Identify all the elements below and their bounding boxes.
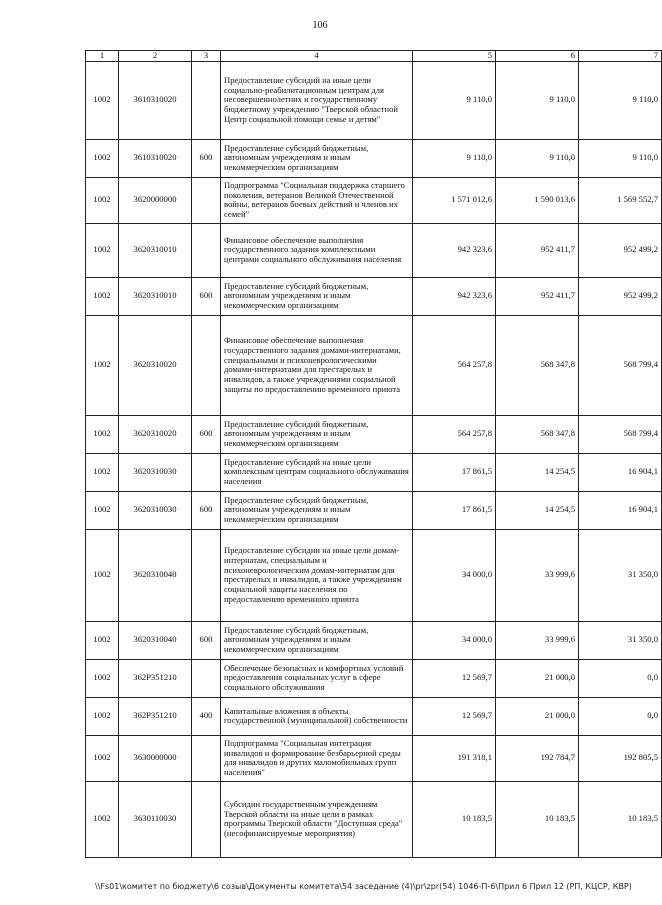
item-name-cell: Подпрограмма "Социальная поддержка старшего поколения, ветеранов Великой Отечественной войны, ветеранов боевых действий и членов их семей" [221,177,413,223]
section-cell: 1002 [86,735,119,781]
target-code-cell: 3620310040 [119,621,192,659]
amount-year2-cell: 9 110,0 [496,61,579,139]
section-cell: 1002 [86,491,119,529]
header-cell: 6 [496,51,579,62]
item-name-cell: Предоставление субсидий на иные цели комплексным центрам социального обслуживания населения [221,453,413,491]
expense-type-cell [192,61,221,139]
target-code-cell: 3620310010 [119,223,192,277]
target-code-cell: 3610310020 [119,61,192,139]
table-header-row [86,51,662,62]
expense-type-cell [192,781,221,857]
target-code-cell: 3620310020 [119,415,192,453]
amount-year2-cell: 14 254,5 [496,453,579,491]
target-code-cell: 3620310030 [119,453,192,491]
expense-type-cell [192,223,221,277]
table-row [86,277,662,315]
amount-year3-cell: 31 350,0 [579,529,662,621]
item-name-cell: Капитальные вложения в объекты государственной (муниципальной) собственности [221,697,413,735]
item-name-cell: Субсидии государственным учреждениям Тверской области на иные цели в рамках программы Тверской области "Доступная среда" (несофинансируемые мероприятия) [221,781,413,857]
table-row [86,735,662,781]
budget-table [85,50,662,858]
footer-file-path: \\Fs01\комитет по бюджету\6 созыв\Документы комитета\54 заседание (4)\pr\zpr(54) 1046-П-6\Прил 6 Прил 12 (РП, КЦСР, КВР) [95,882,632,891]
item-name-cell: Финансовое обеспечение выполнения государственного задания комплексными центрами социального обслуживания населения [221,223,413,277]
item-name-cell: Обеспечение безопасных и комфортных условий предоставления социальных услуг в сфере социального обслуживания [221,659,413,697]
section-cell: 1002 [86,277,119,315]
amount-year1-cell: 191 318,1 [413,735,496,781]
expense-type-cell: 600 [192,139,221,177]
amount-year1-cell: 564 257,8 [413,315,496,415]
expense-type-cell: 600 [192,415,221,453]
amount-year2-cell: 952 411,7 [496,223,579,277]
section-cell: 1002 [86,529,119,621]
item-name-cell: Предоставление субсидий бюджетным, автономным учреждениям и иным некоммерческим организациям [221,621,413,659]
table-row [86,315,662,415]
amount-year1-cell: 9 110,0 [413,61,496,139]
amount-year2-cell: 568 347,8 [496,415,579,453]
table-row [86,529,662,621]
amount-year3-cell: 952 499,2 [579,277,662,315]
amount-year3-cell: 0,0 [579,659,662,697]
expense-type-cell: 400 [192,697,221,735]
amount-year2-cell: 10 183,5 [496,781,579,857]
amount-year2-cell: 1 590 013,6 [496,177,579,223]
item-name-cell: Предоставление субсидий бюджетным, автономным учреждениям и иным некоммерческим организациям [221,415,413,453]
target-code-cell: 362P351210 [119,659,192,697]
table-row [86,177,662,223]
amount-year1-cell: 942 323,6 [413,277,496,315]
section-cell: 1002 [86,621,119,659]
expense-type-cell: 600 [192,491,221,529]
section-cell: 1002 [86,139,119,177]
amount-year1-cell: 17 861,5 [413,491,496,529]
amount-year3-cell: 9 110,0 [579,61,662,139]
table-row [86,491,662,529]
amount-year1-cell: 34 000,0 [413,621,496,659]
table-row [86,697,662,735]
amount-year3-cell: 568 799,4 [579,315,662,415]
header-cell: 5 [413,51,496,62]
item-name-cell: Подпрограмма "Социальная интеграция инвалидов и формирование безбарьерной среды для инвалидов и других маломобильных групп населения" [221,735,413,781]
target-code-cell: 3620310020 [119,315,192,415]
table-row [86,139,662,177]
amount-year2-cell: 33 999,6 [496,621,579,659]
section-cell: 1002 [86,781,119,857]
item-name-cell: Финансовое обеспечение выполнения государственного задания домами-интернатами, специальными и психоневрологическими домами-интернатами для престарелых и инвалидов, а также учреждениями социальной защиты по предоставлению временного приюта [221,315,413,415]
amount-year3-cell: 568 799,4 [579,415,662,453]
amount-year1-cell: 9 110,0 [413,139,496,177]
target-code-cell: 3620310010 [119,277,192,315]
section-cell: 1002 [86,697,119,735]
amount-year1-cell: 17 861,5 [413,453,496,491]
table-row [86,781,662,857]
amount-year3-cell: 16 904,1 [579,491,662,529]
amount-year2-cell: 9 110,0 [496,139,579,177]
target-code-cell: 3630110030 [119,781,192,857]
expense-type-cell [192,529,221,621]
item-name-cell: Предоставление субсидий бюджетным, автономным учреждениям и иным некоммерческим организациям [221,139,413,177]
target-code-cell: 3610310020 [119,139,192,177]
header-cell: 2 [119,51,192,62]
expense-type-cell: 600 [192,621,221,659]
page-number: 106 [312,20,328,31]
amount-year3-cell: 192 805,5 [579,735,662,781]
expense-type-cell [192,177,221,223]
item-name-cell: Предоставление субсидий бюджетным, автономным учреждениям и иным некоммерческим организациям [221,277,413,315]
table-row [86,415,662,453]
expense-type-cell [192,659,221,697]
section-cell: 1002 [86,223,119,277]
amount-year3-cell: 31 350,0 [579,621,662,659]
item-name-cell: Предоставление субсидии на иные цели домам-интернатам, специальным и психоневрологическим домам-интернатам для престарелых и инвалидов, а также учреждениям социальной защиты населения по предоставлению временного приюта [221,529,413,621]
amount-year3-cell: 16 904,1 [579,453,662,491]
header-cell: 3 [192,51,221,62]
target-code-cell: 362P351210 [119,697,192,735]
amount-year3-cell: 10 183,5 [579,781,662,857]
table-row [86,621,662,659]
expense-type-cell: 600 [192,277,221,315]
section-cell: 1002 [86,453,119,491]
amount-year3-cell: 952 499,2 [579,223,662,277]
section-cell: 1002 [86,415,119,453]
amount-year3-cell: 9 110,0 [579,139,662,177]
amount-year3-cell: 0,0 [579,697,662,735]
target-code-cell: 3620310040 [119,529,192,621]
amount-year1-cell: 12 569,7 [413,659,496,697]
amount-year1-cell: 1 571 012,6 [413,177,496,223]
amount-year2-cell: 21 000,0 [496,697,579,735]
table-row [86,659,662,697]
target-code-cell: 3620000000 [119,177,192,223]
expense-type-cell [192,453,221,491]
amount-year2-cell: 21 000,0 [496,659,579,697]
amount-year2-cell: 952 411,7 [496,277,579,315]
amount-year2-cell: 33 999,6 [496,529,579,621]
amount-year1-cell: 10 183,5 [413,781,496,857]
amount-year1-cell: 34 000,0 [413,529,496,621]
target-code-cell: 3630000000 [119,735,192,781]
table-row [86,453,662,491]
table-row [86,223,662,277]
item-name-cell: Предоставление субсидий на иные цели социально-реабилитационным центрам для несовершеннолетних и государственному бюджетному учреждению "Тверской областной Центр социальной помощи семье и детям" [221,61,413,139]
section-cell: 1002 [86,61,119,139]
target-code-cell: 3620310030 [119,491,192,529]
table-row [86,61,662,139]
expense-type-cell [192,735,221,781]
header-cell: 1 [86,51,119,62]
amount-year2-cell: 568 347,8 [496,315,579,415]
section-cell: 1002 [86,177,119,223]
amount-year3-cell: 1 569 552,7 [579,177,662,223]
amount-year2-cell: 192 784,7 [496,735,579,781]
item-name-cell: Предоставление субсидий бюджетным, автономным учреждениям и иным некоммерческим организациям [221,491,413,529]
amount-year1-cell: 564 257,8 [413,415,496,453]
expense-type-cell [192,315,221,415]
amount-year1-cell: 12 569,7 [413,697,496,735]
header-cell: 7 [579,51,662,62]
header-cell: 4 [221,51,413,62]
amount-year1-cell: 942 323,6 [413,223,496,277]
section-cell: 1002 [86,315,119,415]
section-cell: 1002 [86,659,119,697]
amount-year2-cell: 14 254,5 [496,491,579,529]
